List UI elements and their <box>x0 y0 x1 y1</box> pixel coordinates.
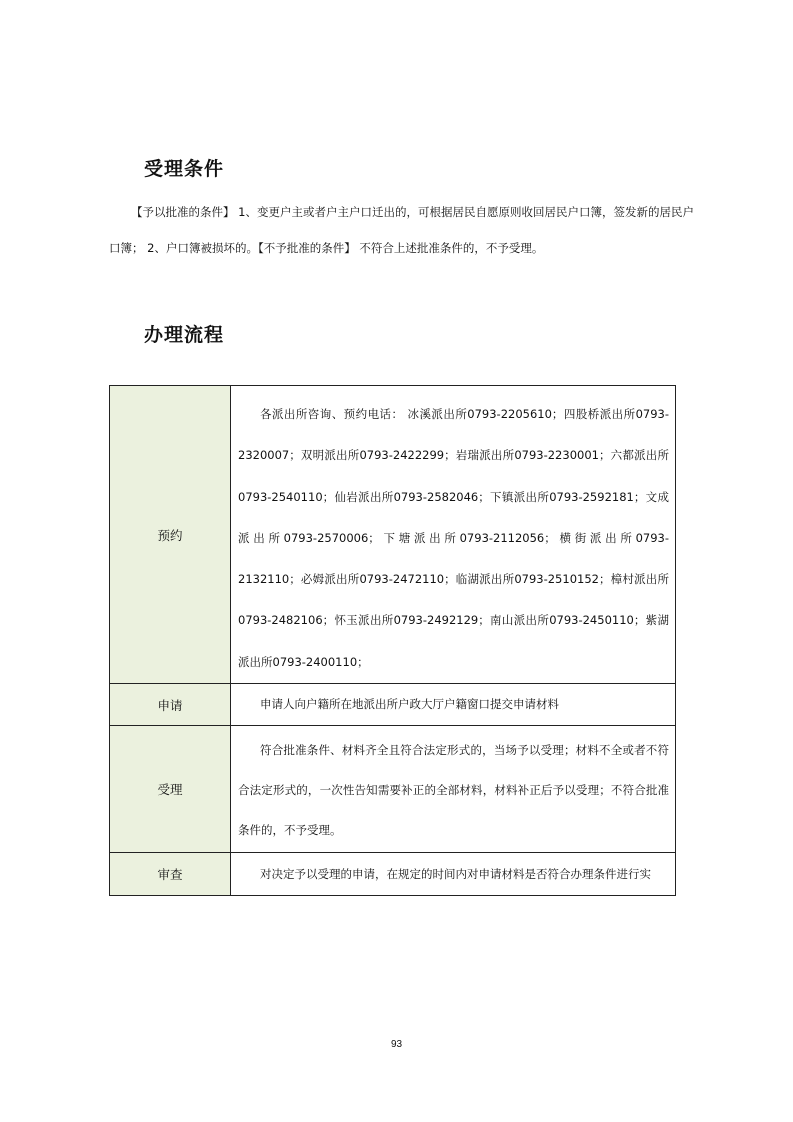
row-label-apply: 申请 <box>110 684 231 726</box>
process-table <box>109 385 676 896</box>
row-label-accept: 受理 <box>110 726 231 853</box>
process-heading: 办理流程 <box>144 324 225 346</box>
conditions-text: 【予以批准的条件】 1、变更户主或者户主户口迁出的，可根据居民自愿原则收回居民户口簿，签发新的居民户口簿； 2、户口簿被损坏的。【不予批准的条件】 不符合上述批准条件的，不予受理。 <box>109 205 694 255</box>
table-row <box>110 386 676 684</box>
table-row <box>110 684 676 726</box>
table-row <box>110 853 676 896</box>
row-content-booking <box>231 386 676 684</box>
row-content-accept <box>231 726 676 853</box>
row-label-booking: 预约 <box>110 386 231 684</box>
booking-text: 各派出所咨询、预约电话： 冰溪派出所0793-2205610；四股桥派出所0793-2320007；双明派出所0793-2422299；岩瑞派出所0793-2230001；六都派出所0793-2540110；仙岩派出所0793-2582046；下镇派出所0793-2592181；文成派出所0793-2570006；下塘派出所0793-2112056；横街派出所0793-2132110；必姆派出所0793-2472110；临湖派出所0793-2510152；樟村派出所0793-2482106；怀玉派出所0793-2492129；南山派出所0793-2450110；紫湖派出所0793-2400110； <box>238 407 669 669</box>
row-content-apply <box>231 684 676 726</box>
accept-text: 符合批准条件、材料齐全且符合法定形式的，当场予以受理；材料不全或者不符合法定形式的，一次性告知需要补正的全部材料，材料补正后予以受理；不符合批准条件的，不予受理。 <box>238 743 669 838</box>
apply-text: 申请人向户籍所在地派出所户政大厅户籍窗口提交申请材料 <box>260 697 559 712</box>
conditions-paragraph <box>109 194 695 266</box>
page-number: 93 <box>390 1039 403 1050</box>
conditions-heading: 受理条件 <box>144 158 225 180</box>
table-row <box>110 726 676 853</box>
review-text: 对决定予以受理的申请，在规定的时间内对申请材料是否符合办理条件进行实 <box>260 866 651 881</box>
row-content-review <box>231 853 676 896</box>
row-label-review: 审查 <box>110 853 231 896</box>
